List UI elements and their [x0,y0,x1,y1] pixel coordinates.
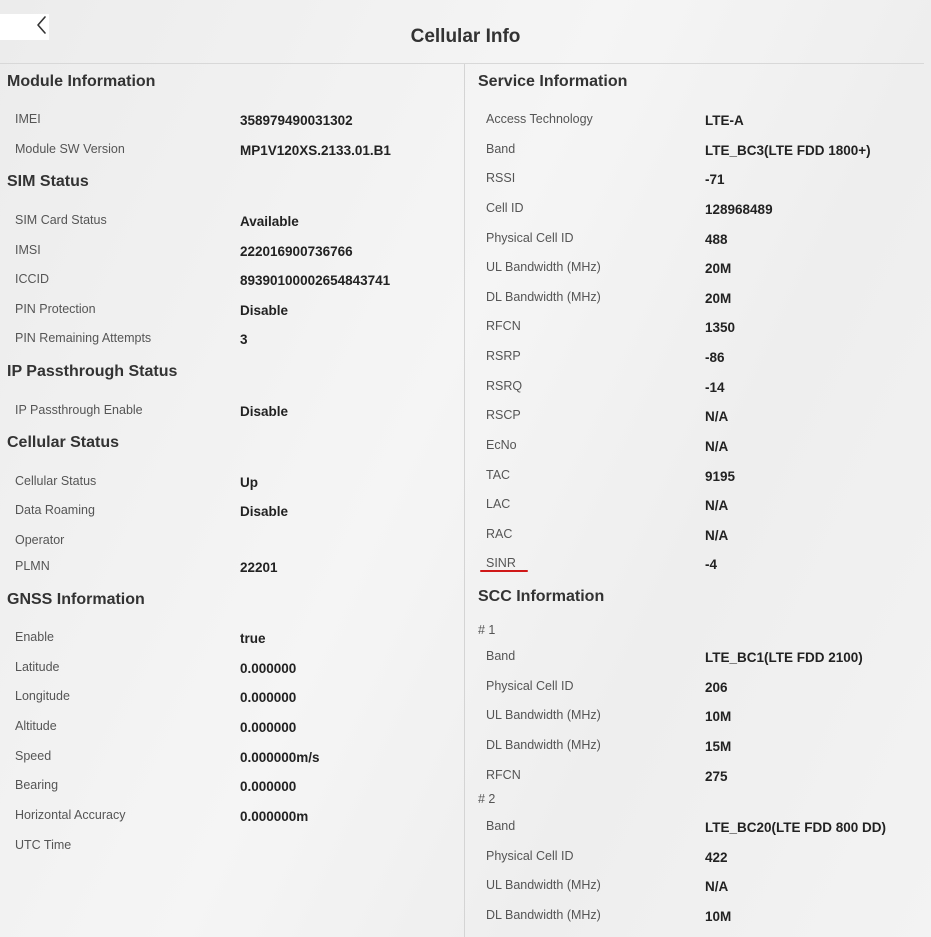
access-technology-label: Access Technology [486,112,593,126]
imsi-label: IMSI [15,243,41,257]
physical-cell-id-value: 488 [705,232,728,247]
scc1-dl-bandwidth-label: DL Bandwidth (MHz) [486,738,601,752]
pin-protection-value: Disable [240,303,289,318]
cell-id-label: Cell ID [486,201,524,215]
data-roaming-label: Data Roaming [15,503,95,517]
ul-bandwidth-label: UL Bandwidth (MHz) [486,260,601,274]
iccid-value: 89390100002654843741 [240,273,391,288]
scc2-band-label: Band [486,819,516,833]
scc1-band-value: LTE_BC1(LTE FDD 2100) [705,650,863,665]
sinr-highlight-underline [480,570,528,572]
sim-status-title: SIM Status [7,173,89,190]
ip-passthrough-title: IP Passthrough Status [7,363,178,380]
rac-label: RAC [486,527,513,541]
imei-value: 358979490031302 [240,113,353,128]
physical-cell-id-label: Physical Cell ID [486,231,574,245]
sinr-label: SINR [486,556,516,570]
gnss-enable-value: true [240,631,266,646]
tac-value: 9195 [705,469,736,484]
band-label: Band [486,142,516,156]
gnss-info-title: GNSS Information [7,591,145,608]
longitude-value: 0.000000 [240,690,297,705]
bearing-value: 0.000000 [240,779,297,794]
scc1-ul-bandwidth-label: UL Bandwidth (MHz) [486,708,601,722]
scc1-physical-cell-id-value: 206 [705,680,728,695]
module-info-title: Module Information [7,73,156,90]
ip-passthrough-enable-label: IP Passthrough Enable [15,403,143,417]
ecno-value: N/A [705,439,729,454]
scc2-band-value: LTE_BC20(LTE FDD 800 DD) [705,820,887,835]
rscp-value: N/A [705,409,729,424]
page-title: Cellular Info [410,26,521,47]
rsrq-label: RSRQ [486,379,523,393]
title-divider [0,63,924,64]
altitude-label: Altitude [15,719,57,733]
latitude-label: Latitude [15,660,60,674]
horizontal-accuracy-label: Horizontal Accuracy [15,808,126,822]
cellular-status-title: Cellular Status [7,434,120,451]
rscp-label: RSCP [486,408,521,422]
scc2-dl-bandwidth-value: 10M [705,909,732,924]
module-sw-version-label: Module SW Version [15,142,125,156]
cellular-status-label: Cellular Status [15,474,97,488]
data-roaming-value: Disable [240,504,289,519]
rfcn-value: 1350 [705,320,736,335]
plmn-value: 22201 [240,560,278,575]
iccid-label: ICCID [15,272,50,286]
scc1-ul-bandwidth-value: 10M [705,709,732,724]
module-sw-version-value: MP1V120XS.2133.01.B1 [240,143,391,158]
lac-label: LAC [486,497,511,511]
scc1-dl-bandwidth-value: 15M [705,739,732,754]
cellular-status-value: Up [240,475,258,490]
ip-passthrough-enable-value: Disable [240,404,289,419]
scc2-dl-bandwidth-label: DL Bandwidth (MHz) [486,908,601,922]
scc1-physical-cell-id-label: Physical Cell ID [486,679,574,693]
imei-label: IMEI [15,112,41,126]
scc1-rfcn-value: 275 [705,769,728,784]
cell-id-value: 128968489 [705,202,773,217]
pin-protection-label: PIN Protection [15,302,96,316]
band-value: LTE_BC3(LTE FDD 1800+) [705,143,871,158]
scc-info-title: SCC Information [478,588,605,605]
operator-label: Operator [15,533,65,547]
access-technology-value: LTE-A [705,113,744,128]
pin-remaining-attempts-label: PIN Remaining Attempts [15,331,152,345]
rssi-label: RSSI [486,171,516,185]
scc1-band-label: Band [486,649,516,663]
scc2-ul-bandwidth-value: N/A [705,879,729,894]
rfcn-label: RFCN [486,319,521,333]
ul-bandwidth-value: 20M [705,261,732,276]
speed-value: 0.000000m/s [240,750,320,765]
scc2-physical-cell-id-value: 422 [705,850,728,865]
scc-carrier-2-label: # 2 [478,792,496,806]
dl-bandwidth-label: DL Bandwidth (MHz) [486,290,601,304]
sim-card-status-value: Available [240,214,299,229]
rsrq-value: -14 [705,380,725,395]
lac-value: N/A [705,498,729,513]
sim-card-status-label: SIM Card Status [15,213,107,227]
plmn-label: PLMN [15,559,50,573]
imsi-value: 222016900736766 [240,244,353,259]
rac-value: N/A [705,528,729,543]
utc-time-label: UTC Time [15,838,72,852]
scc2-ul-bandwidth-label: UL Bandwidth (MHz) [486,878,601,892]
speed-label: Speed [15,749,52,763]
dl-bandwidth-value: 20M [705,291,732,306]
rsrp-value: -86 [705,350,725,365]
longitude-label: Longitude [15,689,70,703]
gnss-enable-label: Enable [15,630,54,644]
scc2-physical-cell-id-label: Physical Cell ID [486,849,574,863]
sinr-value: -4 [705,557,718,572]
rsrp-label: RSRP [486,349,521,363]
pin-remaining-attempts-value: 3 [240,332,248,347]
latitude-value: 0.000000 [240,661,297,676]
scc1-rfcn-label: RFCN [486,768,521,782]
ecno-label: EcNo [486,438,517,452]
tac-label: TAC [486,468,511,482]
rssi-value: -71 [705,172,725,187]
bearing-label: Bearing [15,778,59,792]
horizontal-accuracy-value: 0.000000m [240,809,309,824]
altitude-value: 0.000000 [240,720,297,735]
column-divider [464,64,465,937]
service-info-title: Service Information [478,73,628,90]
scc-carrier-1-label: # 1 [478,623,496,637]
